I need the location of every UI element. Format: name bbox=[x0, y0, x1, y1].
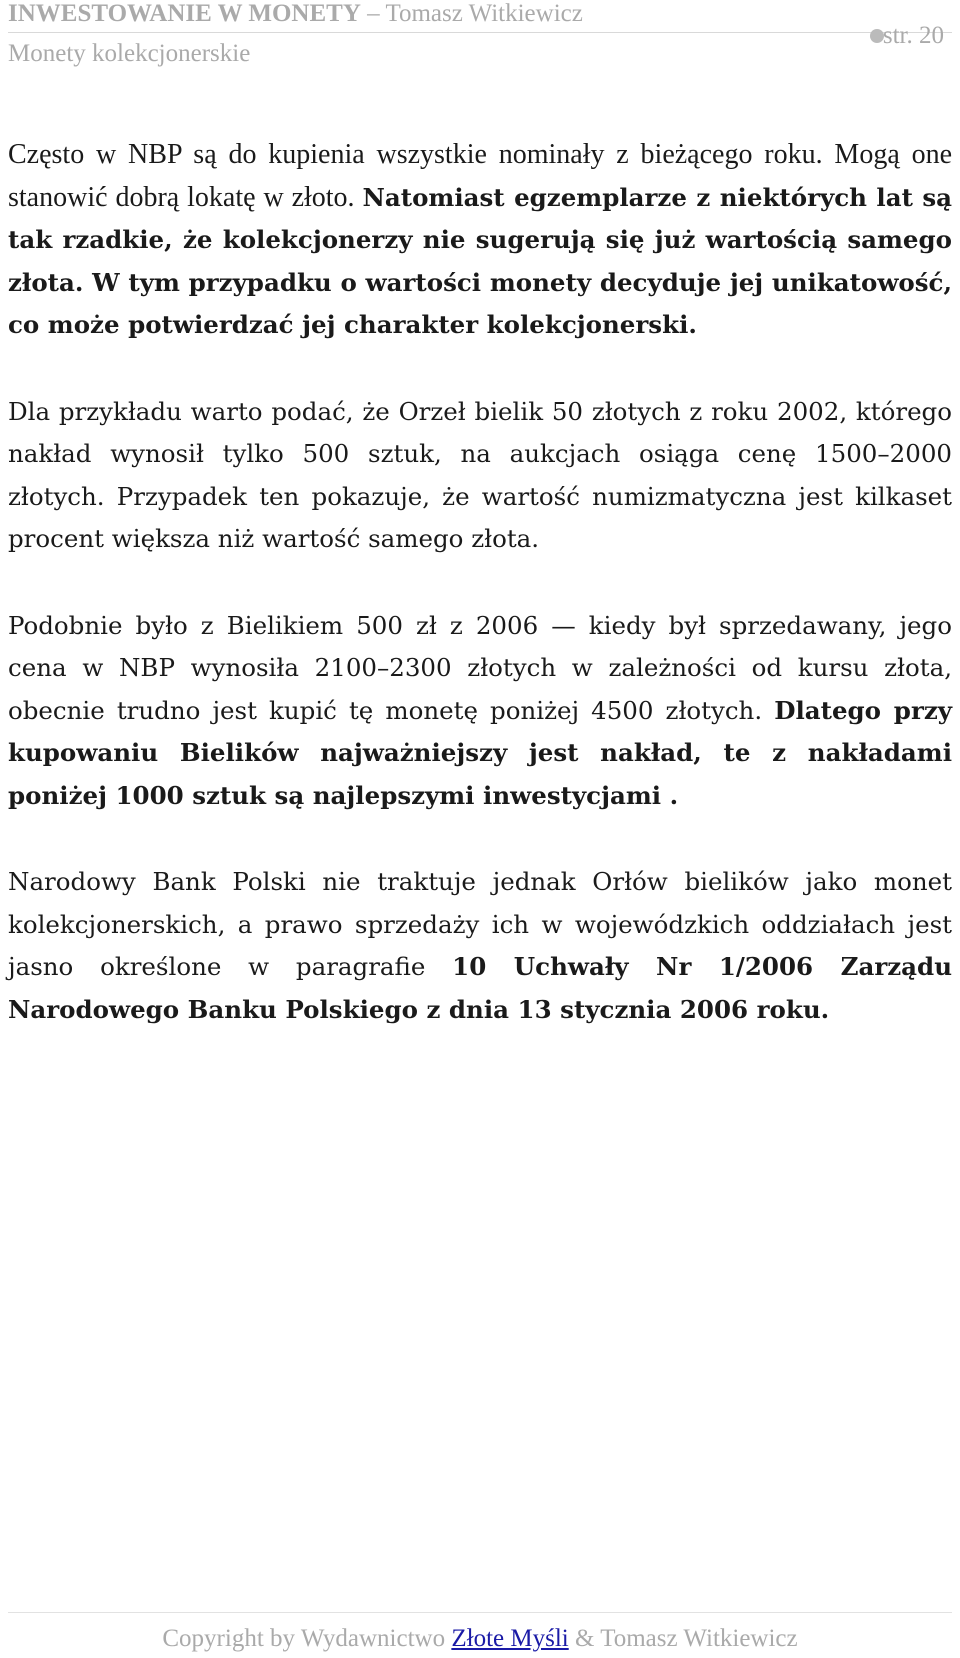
copyright-text: Copyright by Wydawnictwo bbox=[162, 1625, 446, 1652]
paragraph bbox=[8, 391, 952, 561]
paragraph bbox=[8, 134, 952, 347]
page-body bbox=[8, 134, 952, 1075]
header-separator: – bbox=[367, 0, 380, 27]
paragraph-emphasis: Natomiast egzemplarze z niektórych lat są tak rzadkie, że kolekcjonerzy nie sugerują się już wartością samego złota. W tym przypadku o wartości monety decyduje jej unikatowość, co może potwierdzać jej charakter kolekcjonerski. bbox=[8, 182, 953, 339]
paragraph-text: Narodowy Bank Polski nie traktuje jednak Orłów bielików jako monet kolekcjonerskich, a prawo sprzedaży ich w wojewódzkich oddziałach jest jasno określone w paragrafie bbox=[8, 867, 952, 981]
header-divider bbox=[8, 32, 952, 33]
paragraph-emphasis: Dlatego przy kupowaniu Bielików najważniejszy jest nakład, te z nakładami poniżej 1000 sztuk są najlepszymi inwestycjami . bbox=[8, 695, 952, 810]
page-footer bbox=[0, 1624, 960, 1654]
paragraph-text: Często w NBP są do kupienia wszystkie nominały z bieżącego roku. Mogą one stanowić dobrą lokatę w złoto. bbox=[8, 139, 952, 213]
header-author: Tomasz Witkiewicz bbox=[385, 0, 583, 27]
paragraph-text: Podobnie było z Bielikiem 500 zł z 2006 — kiedy był sprzedawany, jego cena w NBP wynosiła 2100–2300 złotych w zależności od kursu złota, obecnie trudno jest kupić tę monetę poniżej 4500 złotych. bbox=[8, 610, 952, 725]
book-title: INWESTOWANIE W MONETY bbox=[8, 0, 361, 27]
footer-divider bbox=[8, 1612, 952, 1613]
paragraph-text: Dla przykładu warto podać, że Orzeł bielik 50 złotych z roku 2002, którego nakład wynosił tylko 500 sztuk, na aukcjach osiąga cenę 1500–2000 złotych. Przypadek ten pokazuje, że wartość numizmatyczna jest kilkaset procent większa niż wartość samego złota. bbox=[8, 396, 952, 553]
chapter-title: Monety kolekcjonerskie bbox=[8, 40, 251, 67]
page-number: str. 20 bbox=[882, 22, 944, 49]
publisher-link[interactable]: Złote Myśli bbox=[451, 1625, 569, 1652]
paragraph-emphasis: 10 Uchwały Nr 1/2006 Zarządu Narodowego Banku Polskiego z dnia 13 stycznia 2006 roku. bbox=[8, 952, 953, 1024]
page-header bbox=[8, 0, 952, 75]
copyright-author: & Tomasz Witkiewicz bbox=[574, 1625, 798, 1652]
paragraph bbox=[8, 861, 952, 1031]
header-title-line bbox=[8, 0, 583, 28]
paragraph bbox=[8, 605, 952, 818]
